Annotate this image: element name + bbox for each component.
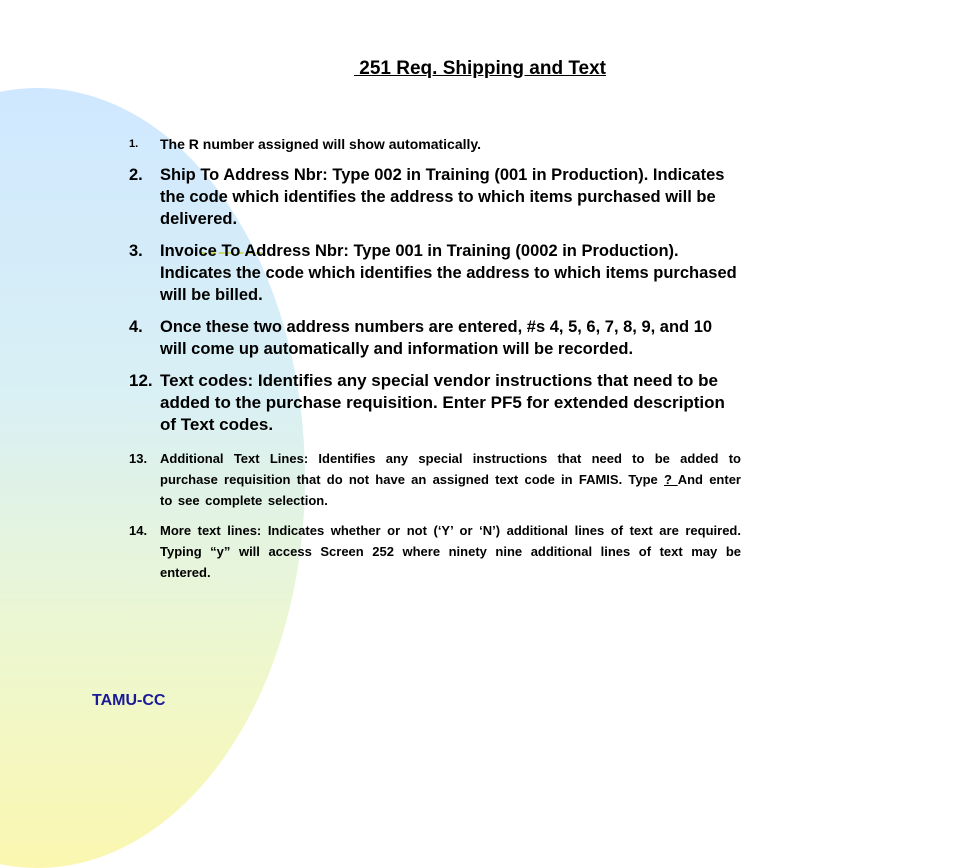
list-item (129, 164, 741, 230)
item-number: 13. (129, 451, 148, 466)
list-item (129, 370, 741, 436)
item-number: 4. (129, 318, 143, 336)
item-text (160, 448, 741, 511)
footer-label: TAMU-CC (92, 692, 166, 709)
item-text-part: Additional Text Lines: Identifies any special instructions that need to be added to purchase requisition that do not have an assigned text code in FAMIS. Type (160, 451, 741, 487)
list-item (129, 240, 741, 306)
item-text: The R number assigned will show automatically. (160, 136, 482, 152)
list-item (129, 316, 741, 360)
item-number: 14. (129, 523, 148, 538)
item-number: 12. (129, 371, 153, 390)
item-text: More text lines: Indicates whether or not (‘Y’ or ‘N’) additional lines of text are required. Typing “y” will access Screen 252 where ninety nine additional lines of text may be entered. (160, 523, 741, 580)
item-text: Invoice To Address Nbr: Type 001 in Training (0002 in Production). Indicates the code which identifies the address to which items purchased will be billed. (160, 242, 737, 304)
item-number: 2. (129, 166, 143, 184)
list-item (129, 448, 741, 511)
list-item (129, 520, 741, 583)
item-text: Once these two address numbers are entered, #s 4, 5, 6, 7, 8, 9, and 10 will come up automatically and information will be recorded. (160, 318, 713, 358)
slide-title: 251 Req. Shipping and Text (354, 58, 606, 79)
instruction-list (129, 133, 741, 592)
item-text: Ship To Address Nbr: Type 002 in Training (001 in Production). Indicates the code which identifies the address to which items purchased will be delivered. (160, 166, 725, 228)
underlined-question-mark: ? (664, 472, 678, 487)
item-number: 3. (129, 242, 143, 260)
list-item (129, 133, 741, 155)
item-text-part: And enter to see complete selection. (160, 472, 741, 508)
item-number: 1. (129, 138, 139, 150)
item-text: Text codes: Identifies any special vendor instructions that need to be added to the purchase requisition. Enter PF5 for extended description of Text codes. (160, 371, 725, 434)
